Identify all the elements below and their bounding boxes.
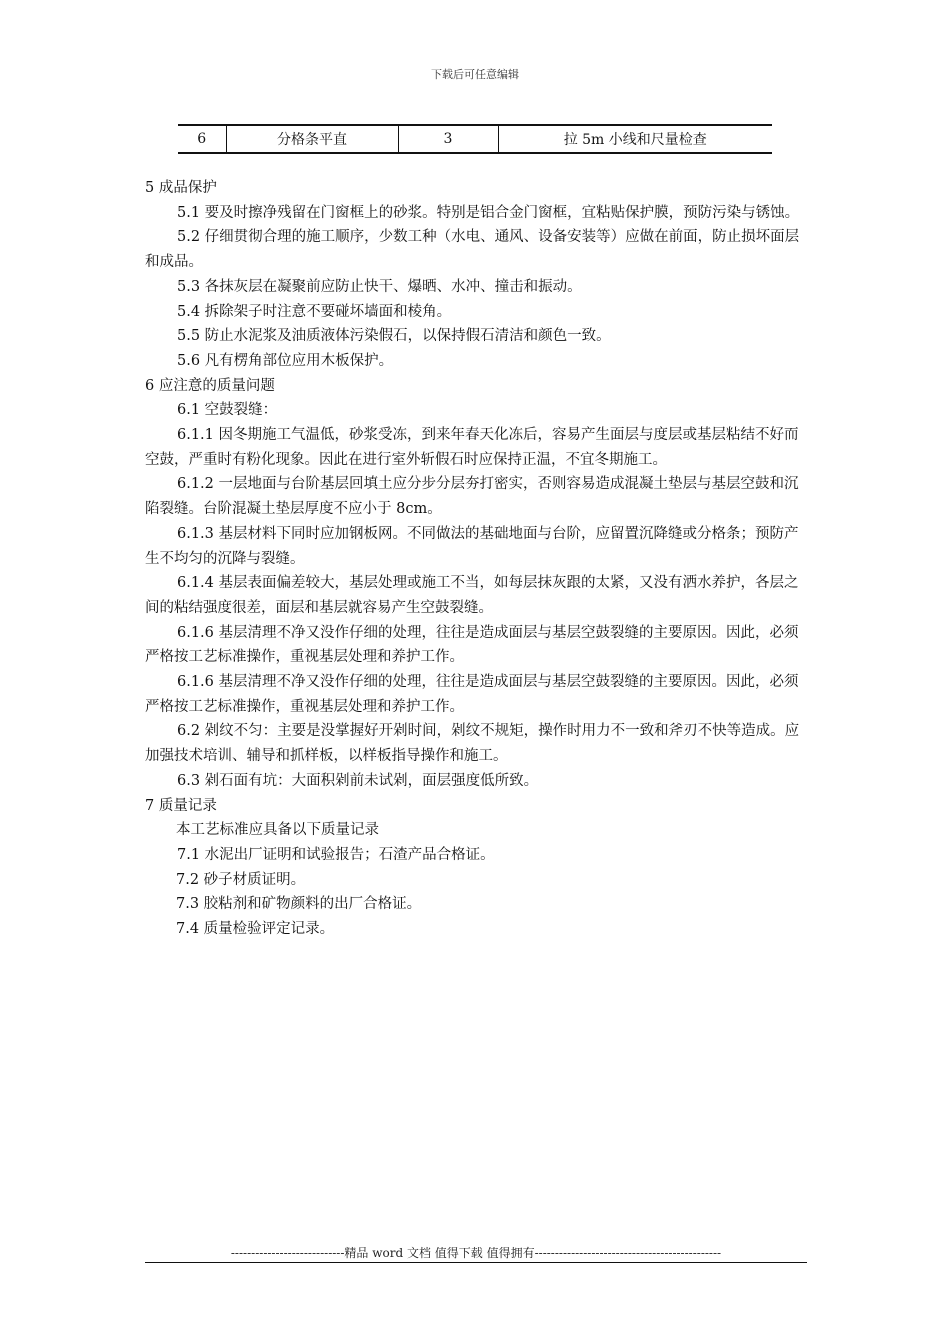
paragraph: 5.1 要及时擦净残留在门窗框上的砂浆。特别是铝合金门窗框，宜粘贴保护膜，预防污染与锈蚀。	[177, 204, 800, 221]
paragraph: 7.2 砂子材质证明。	[176, 871, 306, 888]
paragraph: 6.1.2 一层地面与台阶基层回填土应分步分层夯打密实，否则容易造成混凝土垫层与基层空鼓和沉陷裂缝。台阶混凝土垫层厚度不应小于 8cm。	[145, 476, 799, 518]
paragraph: 6.1.6 基层清理不净又没作仔细的处理，往往是造成面层与基层空鼓裂缝的主要原因。因此，必须严格按工艺标准操作，重视基层处理和养护工作。	[145, 624, 799, 666]
paragraph: 5.3 各抹灰层在凝聚前应防止快干、爆晒、水冲、撞击和振动。	[177, 278, 582, 295]
paragraph: 7.3 胶粘剂和矿物颜料的出厂合格证。	[176, 896, 422, 913]
footer-divider	[145, 1262, 807, 1263]
paragraph: 6.2 剁纹不匀：主要是没掌握好开剁时间，剁纹不规矩，操作时用力不一致和斧刃不快等造成。应加强技术培训、辅导和抓样板，以样板指导操作和施工。	[145, 723, 800, 765]
paragraph: 7.1 水泥出厂证明和试验报告；石渣产品合格证。	[177, 846, 495, 863]
paragraph: 6.1.6 基层清理不净又没作仔细的处理，往往是造成面层与基层空鼓裂缝的主要原因。因此，必须严格按工艺标准操作，重视基层处理和养护工作。	[145, 674, 799, 715]
table-row	[178, 125, 772, 153]
paragraph: 7.4 质量检验评定记录。	[176, 921, 335, 938]
table-cell-index: 6	[178, 125, 226, 153]
paragraph: 6.1.4 基层表面偏差较大，基层处理或施工不当，如每层抹灰跟的太紧，又没有洒水养护，各层之间的粘结强度很差，面层和基层就容易产生空鼓裂缝。	[145, 575, 799, 616]
paragraph: 6.3 剁石面有坑：大面积剁前未试剁，面层强度低所致。	[177, 772, 539, 789]
section-heading: 6 应注意的质量问题	[145, 377, 275, 394]
table-cell-item: 分格条平直	[226, 125, 398, 153]
paragraph: 6.1.3 基层材料下同时应加钢板网。不同做法的基础地面与台阶，应留置沉降缝或分格条；预防产生不均匀的沉降与裂缝。	[145, 525, 799, 567]
document-body	[145, 176, 807, 942]
inspection-table	[178, 124, 772, 154]
paragraph: 5.6 凡有楞角部位应用木板保护。	[177, 352, 394, 369]
header-note: 下载后可任意编辑	[431, 68, 519, 81]
section-heading: 5 成品保护	[145, 180, 217, 196]
footer-text: ----------------------------精品 word 文档 值得下载 值得拥有----------------------------------------------	[230, 1246, 722, 1260]
inspection-table-wrap	[178, 124, 772, 154]
paragraph: 本工艺标准应具备以下质量记录	[176, 822, 379, 839]
table-cell-method: 拉 5m 小线和尺量检查	[498, 125, 772, 153]
paragraph: 5.5 防止水泥浆及油质液体污染假石，以保持假石清洁和颜色一致。	[177, 328, 611, 345]
paragraph: 5.4 拆除架子时注意不要碰坏墙面和棱角。	[177, 303, 452, 320]
section-heading: 7 质量记录	[145, 797, 217, 814]
paragraph: 5.2 仔细贯彻合理的施工顺序，少数工种（水电、通风、设备安装等）应做在前面，防止损坏面层和成品。	[145, 229, 800, 271]
table-cell-tolerance: 3	[398, 125, 498, 153]
paragraph: 6.1 空鼓裂缝：	[177, 402, 278, 419]
paragraph: 6.1.1 因冬期施工气温低，砂浆受冻，到来年春天化冻后，容易产生面层与度层或基层粘结不好而空鼓，严重时有粉化现象。因此在进行室外斩假石时应保持正温，不宜冬期施工。	[145, 427, 799, 468]
